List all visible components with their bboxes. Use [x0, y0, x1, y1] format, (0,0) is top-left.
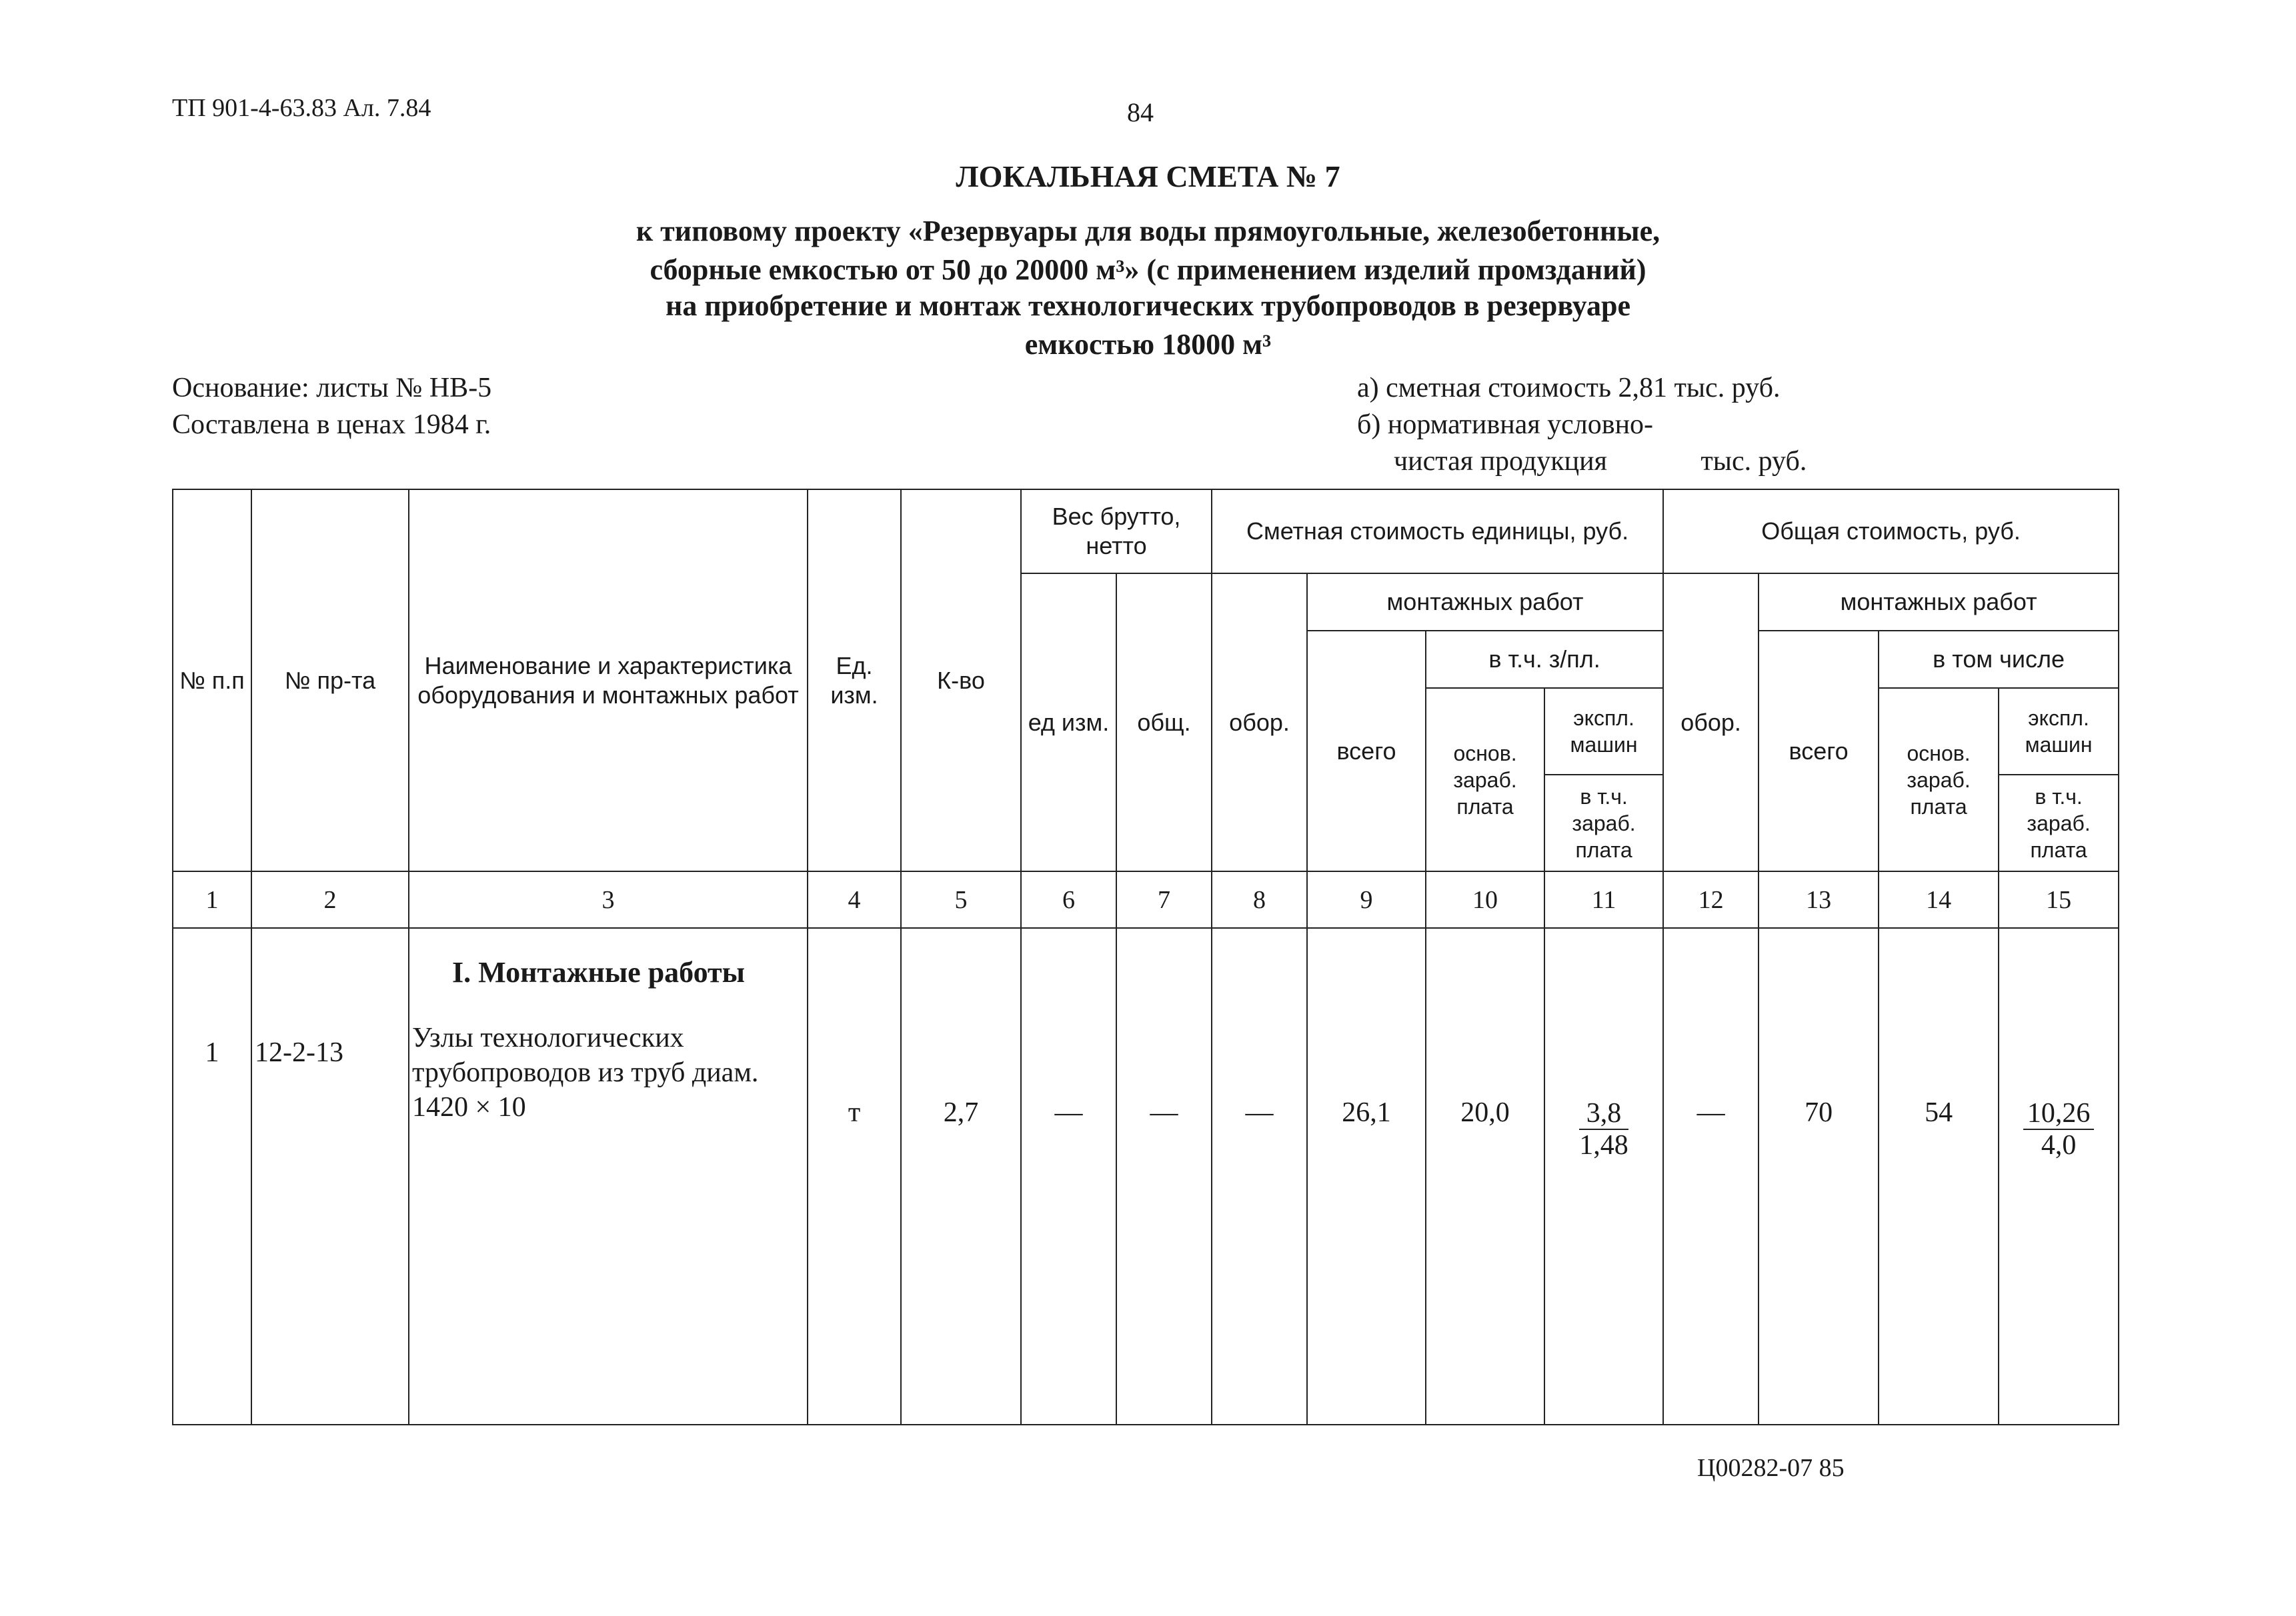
header-weight: Вес брутто, нетто [1021, 489, 1212, 573]
header-unit-cost: Сметная стоимость единицы, руб. [1212, 489, 1663, 573]
header-total-machines-wage: в т.ч. зараб. плата [1999, 775, 2119, 871]
header-weight-unit: ед изм. [1021, 573, 1116, 871]
subtitle-line-3: на приобретение и монтаж технологических трубопроводов в резервуаре [665, 289, 1631, 322]
table-row [173, 928, 2119, 1425]
header-unit-incl-wage: в т.ч. з/пл. [1426, 631, 1663, 688]
column-number: 9 [1307, 871, 1426, 928]
header-total-all: всего [1759, 631, 1879, 871]
row-wage-unit: 20,0 [1426, 928, 1544, 1425]
column-number: 7 [1116, 871, 1212, 928]
basis-prices: Составлена в ценах 1984 г. [172, 409, 491, 440]
column-number: 15 [1999, 871, 2119, 928]
section-title: I. Монтажные работы [452, 956, 745, 989]
column-number: 13 [1759, 871, 1879, 928]
column-numbers-row [173, 871, 2119, 928]
row-wage-total: 54 [1879, 928, 1999, 1425]
row-install-unit: 26,1 [1307, 928, 1426, 1425]
header-total-install: монтажных работ [1759, 573, 2119, 631]
document-code: ТП 901-4-63.83 Ал. 7.84 [172, 94, 431, 122]
row-machines-total [1999, 928, 2119, 1425]
machines-unit-value: 3,8 [1579, 1098, 1628, 1130]
header-name: Наименование и характеристика оборудования и монтажных работ [409, 489, 808, 871]
basis-block [172, 370, 491, 443]
header-project: № пр-та [251, 489, 409, 871]
machines-total-value: 10,26 [2023, 1098, 2095, 1130]
column-number: 12 [1663, 871, 1759, 928]
column-number: 1 [173, 871, 251, 928]
machines-unit-fraction [1579, 1098, 1628, 1161]
cost-net-label: чистая продукция [1394, 446, 1607, 477]
footer-code: Ц00282-07 85 [1697, 1454, 1845, 1482]
header-npp: № п.п [173, 489, 251, 871]
machines-unit-wage-value: 1,48 [1579, 1130, 1628, 1161]
row-machines-unit [1544, 928, 1663, 1425]
cost-net-product [1357, 443, 1807, 480]
header-total-cost: Общая стоимость, руб. [1663, 489, 2119, 573]
document-title: ЛОКАЛЬНАЯ СМЕТА № 7 [956, 159, 1340, 193]
row-equip-total: — [1663, 928, 1759, 1425]
machines-total-wage-value: 4,0 [2041, 1130, 2077, 1161]
column-number: 8 [1212, 871, 1307, 928]
column-number: 11 [1544, 871, 1663, 928]
header-unit-base-wage: основ. зараб. плата [1426, 688, 1544, 871]
column-number: 2 [251, 871, 409, 928]
subtitle-line-1: к типовому проекту «Резервуары для воды прямоугольные, железобетонные, [636, 215, 1660, 247]
subtitle-line-4: емкостью 18000 м³ [1024, 328, 1272, 361]
cost-normative: б) нормативная условно- [1357, 409, 1654, 440]
cost-block [1357, 370, 1807, 480]
basis-sheets: Основание: листы № НВ-5 [172, 373, 492, 403]
column-number: 14 [1879, 871, 1999, 928]
page-number: 84 [1127, 97, 1154, 127]
header-total-incl: в том числе [1879, 631, 2119, 688]
cost-estimate: а) сметная стоимость 2,81 тыс. руб. [1357, 373, 1781, 403]
column-number: 6 [1021, 871, 1116, 928]
row-name-cell [409, 928, 808, 1425]
header-unit-machines-wage: в т.ч. зараб. плата [1544, 775, 1663, 871]
row-project: 12-2-13 [251, 928, 409, 1425]
header-unit-machines: экспл. машин [1544, 688, 1663, 775]
subtitle-line-2: сборные емкостью от 50 до 20000 м³» (с применением изделий промзданий) [650, 253, 1646, 286]
subtitle-purpose [0, 287, 2296, 364]
column-number: 5 [901, 871, 1021, 928]
header-unit-all: всего [1307, 631, 1426, 871]
header-total-base-wage: основ. зараб. плата [1879, 688, 1999, 871]
header-total-machines: экспл. машин [1999, 688, 2119, 775]
cost-net-unit: тыс. руб. [1700, 446, 1807, 477]
row-install-total: 70 [1759, 928, 1879, 1425]
row-unit: т [808, 928, 901, 1425]
header-total-equip: обор. [1663, 573, 1759, 871]
column-number: 10 [1426, 871, 1544, 928]
row-qty: 2,7 [901, 928, 1021, 1425]
row-weight-unit: — [1021, 928, 1116, 1425]
subtitle-project [0, 212, 2296, 289]
header-unit-install: монтажных работ [1307, 573, 1663, 631]
header-unit-equip: обор. [1212, 573, 1307, 871]
row-weight-total: — [1116, 928, 1212, 1425]
row-npp: 1 [173, 928, 251, 1425]
estimate-table [172, 489, 2119, 1425]
column-number: 3 [409, 871, 808, 928]
row-equip-unit: — [1212, 928, 1307, 1425]
column-number: 4 [808, 871, 901, 928]
header-weight-total: общ. [1116, 573, 1212, 871]
header-qty: К-во [901, 489, 1021, 871]
header-unit: Ед. изм. [808, 489, 901, 871]
machines-total-fraction [2023, 1098, 2095, 1161]
row-name: Узлы технологических трубопроводов из труб диам. 1420 × 10 [412, 1023, 759, 1123]
